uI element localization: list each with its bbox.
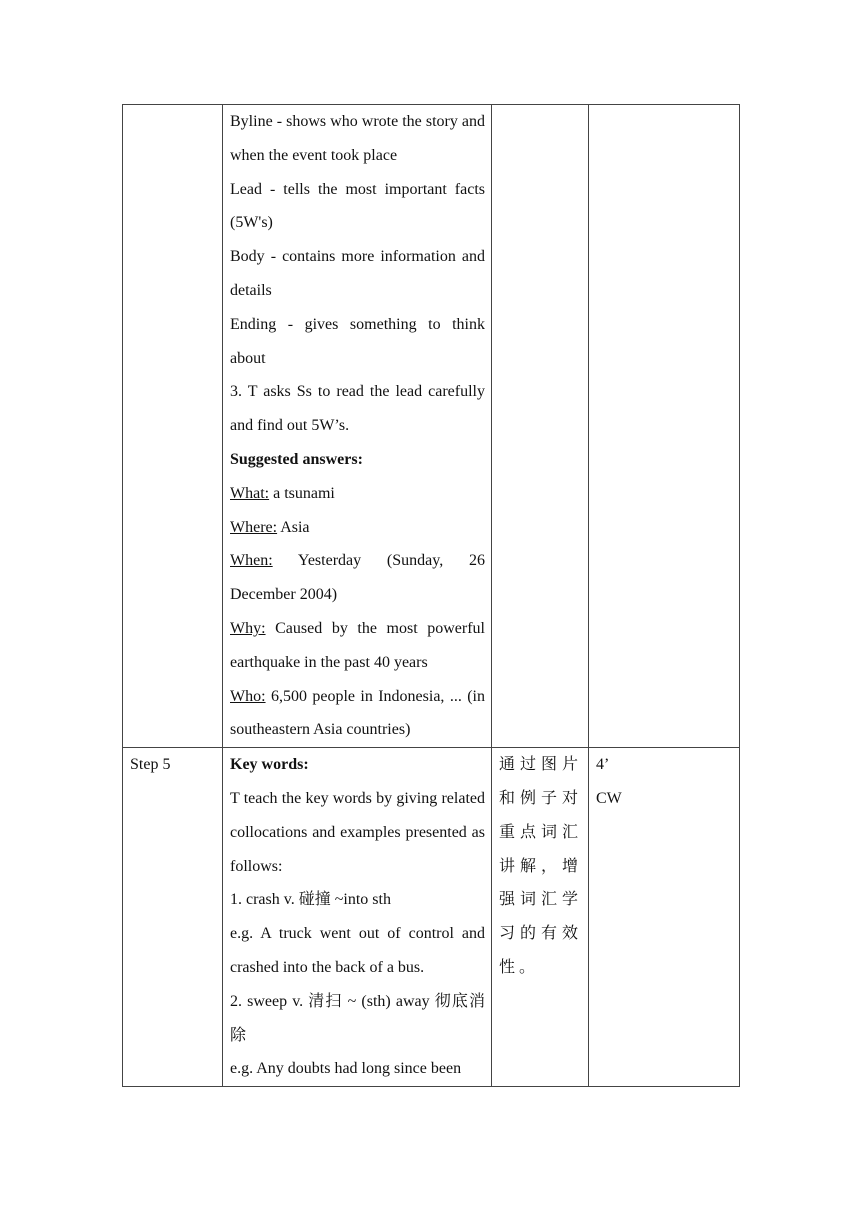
suggested-answers-heading: Suggested answers: (230, 450, 363, 468)
byline-item: Byline - shows who wrote the story and when the event took place (230, 113, 485, 164)
interaction-mode: CW (596, 789, 622, 807)
time-value: 4’ (596, 756, 610, 774)
purpose-cell (492, 105, 589, 748)
vocab-item: 1. crash v. 碰撞 ~into sth (230, 891, 391, 909)
table-row (123, 748, 740, 1087)
ending-item: Ending - gives something to think about (230, 315, 485, 367)
lesson-plan-table (122, 104, 740, 1087)
time-cell (589, 748, 740, 1087)
lead-item: Lead - tells the most important facts (5W's) (230, 180, 485, 232)
answer-text: Asia (277, 518, 310, 536)
answer-when (230, 544, 485, 612)
answer-text: a tsunami (269, 484, 335, 502)
body-item: Body - contains more information and details (230, 248, 485, 299)
answer-who (230, 680, 485, 748)
answer-label: Who: (230, 687, 266, 705)
answer-text: Caused by the most powerful earthquake in the past 40 years (230, 619, 485, 671)
answer-label: What: (230, 484, 270, 502)
key-words-heading: Key words: (230, 756, 309, 774)
answer-why (230, 612, 485, 680)
step-cell: Step 5 (123, 748, 223, 1087)
vocab-example: e.g. Any doubts had long since been (230, 1060, 462, 1078)
key-words-intro: T teach the key words by giving related collocations and examples presented as follows: (230, 789, 485, 875)
answer-text: 6,500 people in Indonesia, ... (in southeastern Asia countries) (230, 687, 485, 739)
time-cell (589, 105, 740, 748)
procedure-cell (223, 105, 492, 748)
step-cell (123, 105, 223, 748)
instruction-item: 3. T asks Ss to read the lead carefully and find out 5W’s. (230, 383, 485, 435)
vocab-example: e.g. A truck went out of control and crashed into the back of a bus. (230, 925, 485, 976)
answer-label: Where: (230, 518, 278, 536)
vocab-item: 2. sweep v. 清扫 ~ (sth) away 彻底消除 (230, 992, 485, 1044)
answer-text: Yesterday (Sunday, 26 December 2004) (230, 552, 485, 604)
answer-where (230, 511, 485, 545)
answer-what (230, 477, 485, 511)
answer-label: Why: (230, 619, 266, 637)
table-row (123, 105, 740, 748)
purpose-text: 通过图片和例子对重点词汇讲解，增强词汇学习的有效性。 (499, 756, 582, 976)
procedure-cell (223, 748, 492, 1087)
purpose-cell (492, 748, 589, 1087)
answer-label: When: (230, 552, 273, 570)
